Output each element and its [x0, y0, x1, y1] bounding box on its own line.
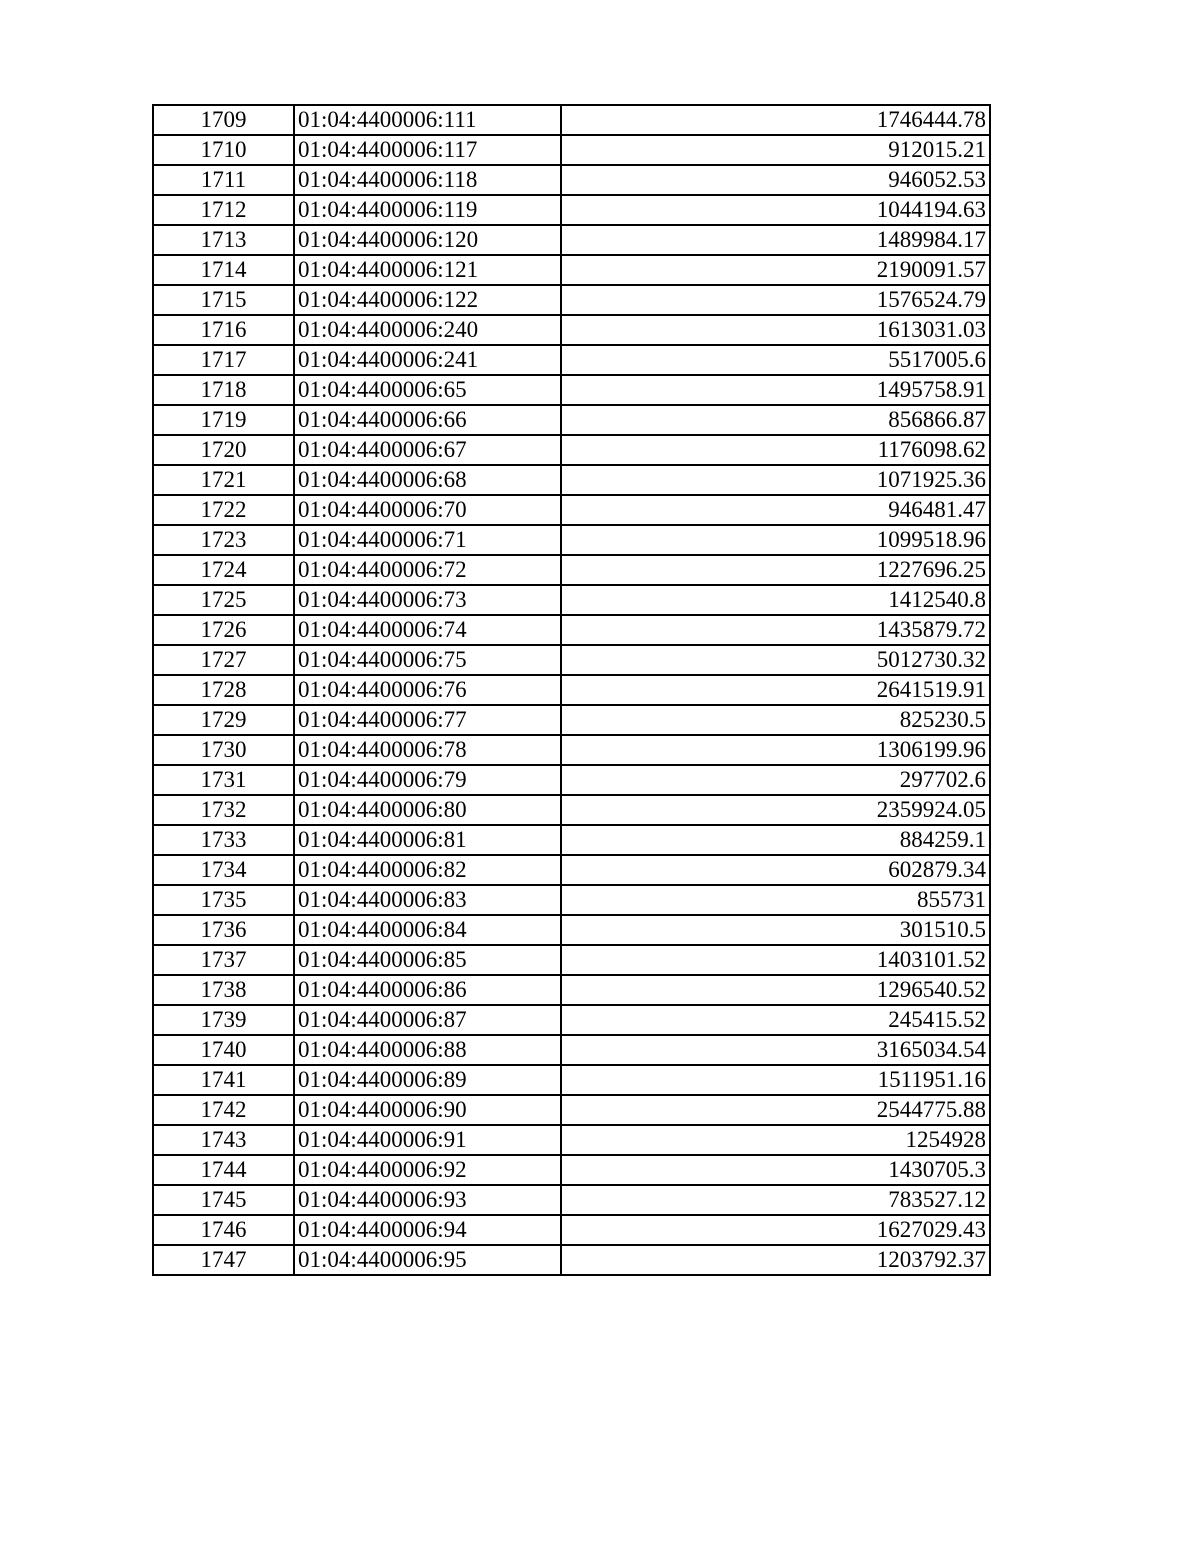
cadastral-number-cell: 01:04:4400006:81	[294, 825, 561, 855]
cadastral-number-cell: 01:04:4400006:86	[294, 975, 561, 1005]
value-cell: 2641519.91	[561, 675, 990, 705]
row-number-cell: 1740	[153, 1035, 294, 1065]
row-number-cell: 1735	[153, 885, 294, 915]
cadastral-number-cell: 01:04:4400006:84	[294, 915, 561, 945]
row-number-cell: 1713	[153, 225, 294, 255]
table-row	[153, 1125, 990, 1155]
row-number-cell: 1745	[153, 1185, 294, 1215]
value-cell: 1254928	[561, 1125, 990, 1155]
value-cell: 825230.5	[561, 705, 990, 735]
row-number-cell: 1727	[153, 645, 294, 675]
row-number-cell: 1737	[153, 945, 294, 975]
value-cell: 946481.47	[561, 495, 990, 525]
table-row	[153, 1215, 990, 1245]
table-row	[153, 555, 990, 585]
row-number-cell: 1729	[153, 705, 294, 735]
row-number-cell: 1731	[153, 765, 294, 795]
cadastral-number-cell: 01:04:4400006:73	[294, 585, 561, 615]
table-row	[153, 675, 990, 705]
value-cell: 1227696.25	[561, 555, 990, 585]
value-cell: 1176098.62	[561, 435, 990, 465]
table-row	[153, 405, 990, 435]
row-number-cell: 1715	[153, 285, 294, 315]
row-number-cell: 1738	[153, 975, 294, 1005]
row-number-cell: 1739	[153, 1005, 294, 1035]
table-row	[153, 645, 990, 675]
table-row	[153, 375, 990, 405]
value-cell: 1495758.91	[561, 375, 990, 405]
value-cell: 855731	[561, 885, 990, 915]
table-row	[153, 285, 990, 315]
cadastral-number-cell: 01:04:4400006:67	[294, 435, 561, 465]
value-cell: 1746444.78	[561, 105, 990, 135]
value-cell: 1613031.03	[561, 315, 990, 345]
table-row	[153, 915, 990, 945]
value-cell: 2544775.88	[561, 1095, 990, 1125]
value-cell: 1412540.8	[561, 585, 990, 615]
cadastral-number-cell: 01:04:4400006:78	[294, 735, 561, 765]
row-number-cell: 1712	[153, 195, 294, 225]
table-row	[153, 795, 990, 825]
row-number-cell: 1723	[153, 525, 294, 555]
row-number-cell: 1725	[153, 585, 294, 615]
cadastral-number-cell: 01:04:4400006:88	[294, 1035, 561, 1065]
value-cell: 602879.34	[561, 855, 990, 885]
row-number-cell: 1747	[153, 1245, 294, 1275]
row-number-cell: 1720	[153, 435, 294, 465]
value-cell: 856866.87	[561, 405, 990, 435]
table-row	[153, 1035, 990, 1065]
row-number-cell: 1714	[153, 255, 294, 285]
table-row	[153, 1095, 990, 1125]
cadastral-number-cell: 01:04:4400006:117	[294, 135, 561, 165]
row-number-cell: 1744	[153, 1155, 294, 1185]
table-row	[153, 765, 990, 795]
cadastral-number-cell: 01:04:4400006:74	[294, 615, 561, 645]
row-number-cell: 1711	[153, 165, 294, 195]
table-row	[153, 255, 990, 285]
table-row	[153, 855, 990, 885]
value-cell: 1044194.63	[561, 195, 990, 225]
value-cell: 912015.21	[561, 135, 990, 165]
value-cell: 245415.52	[561, 1005, 990, 1035]
row-number-cell: 1746	[153, 1215, 294, 1245]
table-row	[153, 195, 990, 225]
row-number-cell: 1736	[153, 915, 294, 945]
row-number-cell: 1743	[153, 1125, 294, 1155]
cadastral-number-cell: 01:04:4400006:80	[294, 795, 561, 825]
cadastral-number-cell: 01:04:4400006:120	[294, 225, 561, 255]
cadastral-number-cell: 01:04:4400006:82	[294, 855, 561, 885]
table-row	[153, 495, 990, 525]
cadastral-number-cell: 01:04:4400006:95	[294, 1245, 561, 1275]
table-row	[153, 735, 990, 765]
table-body	[153, 105, 990, 1275]
data-table	[152, 104, 991, 1276]
value-cell: 1627029.43	[561, 1215, 990, 1245]
table-row	[153, 945, 990, 975]
row-number-cell: 1721	[153, 465, 294, 495]
table-row	[153, 1005, 990, 1035]
cadastral-number-cell: 01:04:4400006:72	[294, 555, 561, 585]
value-cell: 1403101.52	[561, 945, 990, 975]
table-row	[153, 1245, 990, 1275]
table-row	[153, 525, 990, 555]
row-number-cell: 1709	[153, 105, 294, 135]
table-row	[153, 1185, 990, 1215]
cadastral-number-cell: 01:04:4400006:93	[294, 1185, 561, 1215]
row-number-cell: 1741	[153, 1065, 294, 1095]
table-row	[153, 1065, 990, 1095]
cadastral-number-cell: 01:04:4400006:92	[294, 1155, 561, 1185]
row-number-cell: 1726	[153, 615, 294, 645]
table-row	[153, 345, 990, 375]
table-row	[153, 465, 990, 495]
cadastral-number-cell: 01:04:4400006:70	[294, 495, 561, 525]
value-cell: 1306199.96	[561, 735, 990, 765]
value-cell: 1071925.36	[561, 465, 990, 495]
row-number-cell: 1742	[153, 1095, 294, 1125]
table-row	[153, 825, 990, 855]
cadastral-number-cell: 01:04:4400006:65	[294, 375, 561, 405]
row-number-cell: 1719	[153, 405, 294, 435]
table-row	[153, 105, 990, 135]
cadastral-number-cell: 01:04:4400006:66	[294, 405, 561, 435]
value-cell: 3165034.54	[561, 1035, 990, 1065]
row-number-cell: 1730	[153, 735, 294, 765]
row-number-cell: 1733	[153, 825, 294, 855]
table-row	[153, 705, 990, 735]
table-row	[153, 615, 990, 645]
row-number-cell: 1716	[153, 315, 294, 345]
value-cell: 1435879.72	[561, 615, 990, 645]
cadastral-number-cell: 01:04:4400006:77	[294, 705, 561, 735]
table-row	[153, 975, 990, 1005]
cadastral-number-cell: 01:04:4400006:91	[294, 1125, 561, 1155]
row-number-cell: 1734	[153, 855, 294, 885]
value-cell: 5517005.6	[561, 345, 990, 375]
cadastral-number-cell: 01:04:4400006:79	[294, 765, 561, 795]
value-cell: 5012730.32	[561, 645, 990, 675]
cadastral-number-cell: 01:04:4400006:89	[294, 1065, 561, 1095]
table-row	[153, 135, 990, 165]
row-number-cell: 1710	[153, 135, 294, 165]
cadastral-number-cell: 01:04:4400006:111	[294, 105, 561, 135]
cadastral-number-cell: 01:04:4400006:76	[294, 675, 561, 705]
value-cell: 1430705.3	[561, 1155, 990, 1185]
value-cell: 301510.5	[561, 915, 990, 945]
cadastral-number-cell: 01:04:4400006:75	[294, 645, 561, 675]
table-row	[153, 885, 990, 915]
row-number-cell: 1732	[153, 795, 294, 825]
value-cell: 1489984.17	[561, 225, 990, 255]
value-cell: 1203792.37	[561, 1245, 990, 1275]
row-number-cell: 1728	[153, 675, 294, 705]
value-cell: 1511951.16	[561, 1065, 990, 1095]
cadastral-number-cell: 01:04:4400006:68	[294, 465, 561, 495]
table-row	[153, 165, 990, 195]
cadastral-number-cell: 01:04:4400006:118	[294, 165, 561, 195]
cadastral-number-cell: 01:04:4400006:71	[294, 525, 561, 555]
row-number-cell: 1722	[153, 495, 294, 525]
cadastral-number-cell: 01:04:4400006:119	[294, 195, 561, 225]
cadastral-number-cell: 01:04:4400006:85	[294, 945, 561, 975]
row-number-cell: 1717	[153, 345, 294, 375]
row-number-cell: 1718	[153, 375, 294, 405]
value-cell: 2190091.57	[561, 255, 990, 285]
cadastral-number-cell: 01:04:4400006:87	[294, 1005, 561, 1035]
value-cell: 2359924.05	[561, 795, 990, 825]
value-cell: 946052.53	[561, 165, 990, 195]
value-cell: 783527.12	[561, 1185, 990, 1215]
cadastral-number-cell: 01:04:4400006:240	[294, 315, 561, 345]
value-cell: 884259.1	[561, 825, 990, 855]
row-number-cell: 1724	[153, 555, 294, 585]
cadastral-number-cell: 01:04:4400006:121	[294, 255, 561, 285]
table-row	[153, 1155, 990, 1185]
cadastral-number-cell: 01:04:4400006:94	[294, 1215, 561, 1245]
table-row	[153, 315, 990, 345]
value-cell: 1296540.52	[561, 975, 990, 1005]
table-row	[153, 585, 990, 615]
cadastral-number-cell: 01:04:4400006:241	[294, 345, 561, 375]
value-cell: 1099518.96	[561, 525, 990, 555]
cadastral-number-cell: 01:04:4400006:90	[294, 1095, 561, 1125]
value-cell: 1576524.79	[561, 285, 990, 315]
value-cell: 297702.6	[561, 765, 990, 795]
table-row	[153, 435, 990, 465]
cadastral-number-cell: 01:04:4400006:122	[294, 285, 561, 315]
cadastral-number-cell: 01:04:4400006:83	[294, 885, 561, 915]
table-row	[153, 225, 990, 255]
